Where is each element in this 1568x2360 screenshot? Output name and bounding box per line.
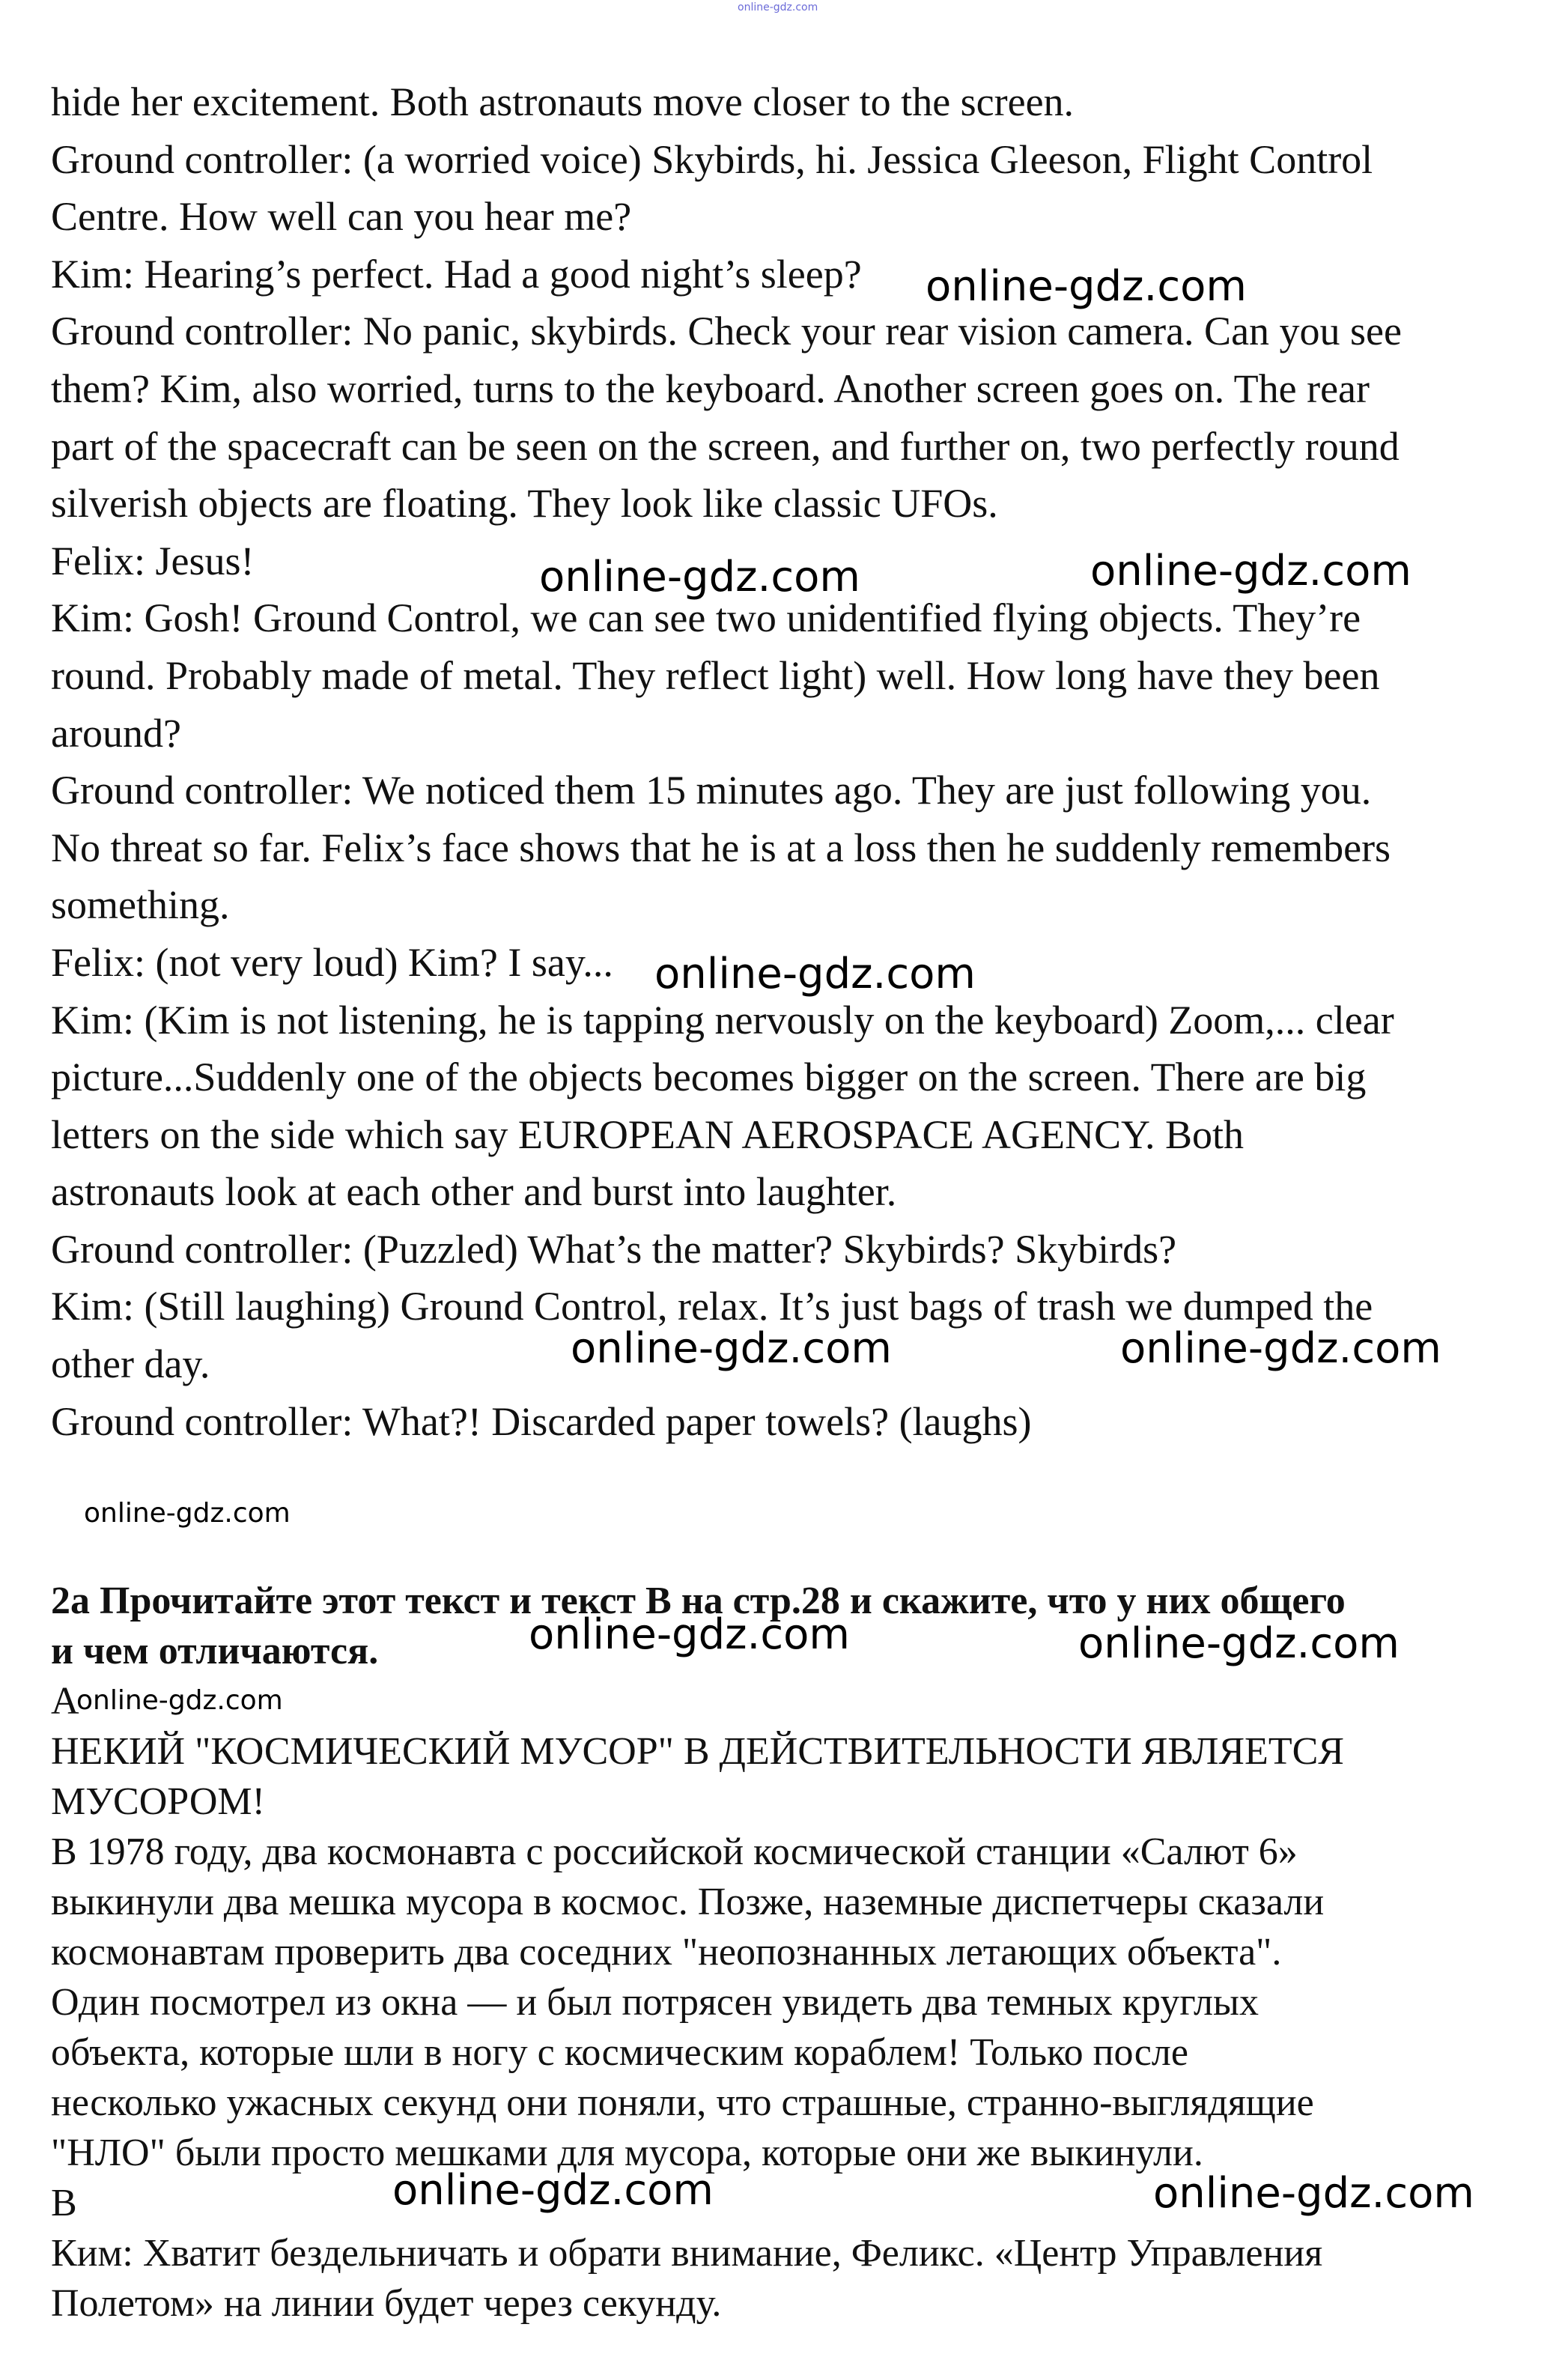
label-a: A [51, 1680, 79, 1723]
dialogue-line: picture...Suddenly one of the objects becomes bigger on the screen. There are big [51, 1055, 1367, 1100]
watermark: online-gdz.com [571, 1324, 892, 1373]
dialogue-line: them? Kim, also worried, turns to the keyboard. Another screen goes on. The rear [51, 365, 1370, 411]
dialogue-line: letters on the side which say EUROPEAN AEROSPACE AGENCY. Both [51, 1111, 1245, 1157]
watermark: online-gdz.com [1090, 547, 1411, 595]
text-a-line: выкинули два мешка мусора в космос. Позже, наземные диспетчеры сказали [51, 1881, 1325, 1923]
dialogue-line: Kim: Gosh! Ground Control, we can see two unidentified flying objects. They’re [51, 595, 1361, 641]
dialogue-line: Ground controller: (Puzzled) What’s the matter? Skybirds? Skybirds? [51, 1226, 1177, 1272]
dialogue-line: other day. [51, 1341, 210, 1387]
watermark: online-gdz.com [1153, 2169, 1474, 2218]
dialogue-line: something. [51, 882, 230, 928]
dialogue-line: round. Probably made of metal. They reflect light) well. How long have they been [51, 652, 1380, 698]
text-a-line: НЕКИЙ "КОСМИЧЕСКИЙ МУСОР" В ДЕЙСТВИТЕЛЬНОСТИ ЯВЛЯЕТСЯ [51, 1730, 1344, 1773]
dialogue-line: Ground controller: We noticed them 15 minutes ago. They are just following you. [51, 768, 1372, 813]
text-a-line: космонавтам проверить два соседних "неопознанных летающих объекта". [51, 1931, 1282, 1974]
dialogue-line: Kim: (Kim is not listening, he is tapping nervously on the keyboard) Zoom,... clear [51, 997, 1394, 1043]
watermark: online-gdz.com [76, 1685, 283, 1716]
dialogue-line: Kim: Hearing’s perfect. Had a good night’s sleep? [51, 251, 862, 297]
watermark: online-gdz.com [539, 553, 860, 601]
dialogue-line: Ground controller: No panic, skybirds. Check your rear vision camera. Can you see [51, 309, 1402, 354]
text-a-line: Один посмотрел из окна — и был потрясен увидеть два темных круглых [51, 1981, 1259, 2024]
text-a-line: объекта, которые шли в ногу с космическим кораблем! Только после [51, 2031, 1188, 2074]
watermark: online-gdz.com [1120, 1324, 1441, 1373]
dialogue-line: Centre. How well can you hear me? [51, 194, 632, 240]
text-b-line: Полетом» на линии будет через секунду. [51, 2282, 722, 2325]
watermark: online-gdz.com [926, 262, 1247, 311]
watermark: online-gdz.com [654, 950, 976, 998]
watermark: online-gdz.com [529, 1610, 850, 1659]
label-b: B [51, 2182, 77, 2224]
dialogue-text [51, 73, 1534, 1450]
text-a-line: В 1978 году, два космонавта с российской космической станции «Салют 6» [51, 1830, 1298, 1873]
text-b-line: Ким: Хватит бездельничать и обрати внимание, Феликс. «Центр Управления [51, 2232, 1323, 2275]
watermark-top: online-gdz.com [738, 1, 818, 13]
watermark: online-gdz.com [392, 2166, 714, 2215]
dialogue-line: silverish objects are floating. They look like classic UFOs. [51, 481, 998, 527]
watermark: online-gdz.com [84, 1498, 291, 1529]
dialogue-line: No threat so far. Felix’s face shows that he is at a loss then he suddenly remembers [51, 825, 1391, 870]
watermark: online-gdz.com [1078, 1619, 1400, 1668]
text-a-line: несколько ужасных секунд они поняли, что страшные, странно-выглядящие [51, 2081, 1314, 2124]
dialogue-line: Felix: (not very loud) Kim? I say... [51, 939, 613, 985]
text-a-line: "НЛО" были просто мешками для мусора, которые они же выкинули. [51, 2132, 1203, 2174]
dialogue-line: astronauts look at each other and burst into laughter. [51, 1169, 897, 1215]
dialogue-line: Ground controller: (a worried voice) Skybirds, hi. Jessica Gleeson, Flight Control [51, 136, 1373, 182]
dialogue-line: Felix: Jesus! [51, 538, 255, 583]
text-a-line: МУСОРОМ! [51, 1780, 265, 1823]
dialogue-line: Kim: (Still laughing) Ground Control, relax. It’s just bags of trash we dumped the [51, 1284, 1373, 1329]
task-heading: и чем отличаются. [51, 1630, 379, 1672]
task-heading: 2a Прочитайте этот текст и текст B на стр.28 и скажите, что у них общего [51, 1580, 1346, 1622]
dialogue-line: hide her excitement. Both astronauts move closer to the screen. [51, 79, 1075, 124]
dialogue-line: part of the spacecraft can be seen on the screen, and further on, two perfectly round [51, 423, 1400, 469]
dialogue-line: Ground controller: What?! Discarded paper towels? (laughs) [51, 1398, 1032, 1444]
dialogue-line: around? [51, 710, 181, 756]
